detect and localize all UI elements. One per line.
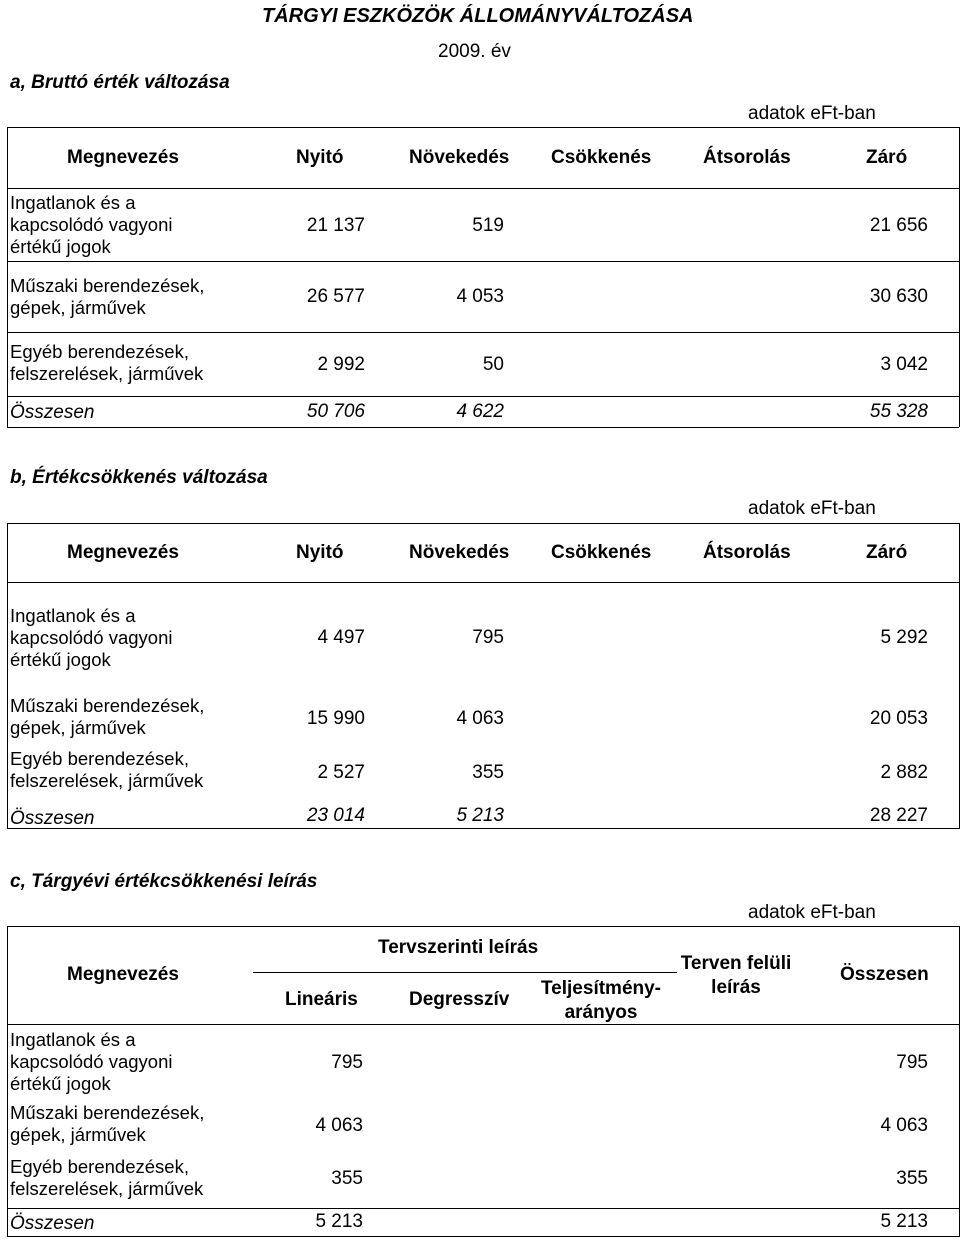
cell-linearis: 355 bbox=[331, 1168, 363, 1189]
cell-osszesen: 355 bbox=[896, 1168, 928, 1189]
cell-nyito: 26 577 bbox=[306, 286, 365, 307]
row-name: Ingatlanok és a kapcsolódó vagyoni értékű jogok bbox=[10, 605, 173, 670]
cell-nyito: 21 137 bbox=[306, 215, 365, 236]
section-a-title: a, Bruttó érték változása bbox=[10, 72, 230, 93]
header-atsorolas: Átsorolás bbox=[703, 542, 791, 563]
cell-nyito: 2 527 bbox=[317, 762, 365, 783]
row-name: Ingatlanok és a kapcsolódó vagyoni értékű jogok bbox=[10, 192, 173, 257]
total-zaro: 55 328 bbox=[869, 401, 928, 422]
header-osszesen: Összesen bbox=[840, 964, 929, 985]
total-label: Összesen bbox=[10, 1213, 95, 1234]
cell-nyito: 4 497 bbox=[317, 627, 365, 648]
total-label: Összesen bbox=[10, 402, 95, 423]
cell-nyito: 2 992 bbox=[317, 354, 365, 375]
header-linearis: Lineáris bbox=[285, 989, 358, 1010]
total-osszesen: 5 213 bbox=[880, 1211, 928, 1232]
header-atsorolas: Átsorolás bbox=[703, 147, 791, 168]
header-novekedes: Növekedés bbox=[409, 147, 510, 168]
cell-novekedes: 50 bbox=[482, 354, 504, 375]
cell-novekedes: 4 063 bbox=[456, 708, 504, 729]
year-label: 2009. év bbox=[438, 41, 511, 62]
cell-osszesen: 795 bbox=[896, 1052, 928, 1073]
cell-novekedes: 795 bbox=[472, 627, 504, 648]
total-nyito: 23 014 bbox=[306, 805, 365, 826]
unit-label-a: adatok eFt-ban bbox=[748, 103, 876, 124]
row-name: Ingatlanok és a kapcsolódó vagyoni értékű jogok bbox=[10, 1029, 173, 1094]
header-nyito: Nyitó bbox=[296, 542, 344, 563]
cell-novekedes: 355 bbox=[472, 762, 504, 783]
total-nyito: 50 706 bbox=[306, 401, 365, 422]
cell-zaro: 30 630 bbox=[869, 286, 928, 307]
header-megnevezes: Megnevezés bbox=[67, 542, 179, 563]
cell-zaro: 3 042 bbox=[880, 354, 928, 375]
row-name: Műszaki berendezések, gépek, járművek bbox=[10, 1102, 205, 1145]
total-novekedes: 4 622 bbox=[456, 401, 504, 422]
header-megnevezes: Megnevezés bbox=[67, 147, 179, 168]
header-terven-feluli: Terven felüli leírás bbox=[680, 953, 792, 998]
header-csokkenes: Csökkenés bbox=[551, 147, 652, 168]
header-zaro: Záró bbox=[866, 147, 908, 168]
row-name: Egyéb berendezések, felszerelések, járművek bbox=[10, 341, 204, 384]
cell-osszesen: 4 063 bbox=[880, 1115, 928, 1136]
cell-novekedes: 4 053 bbox=[456, 286, 504, 307]
total-zaro: 28 227 bbox=[869, 805, 928, 826]
page-title: TÁRGYI ESZKÖZÖK ÁLLOMÁNYVÁLTOZÁSA bbox=[262, 5, 694, 27]
total-linearis: 5 213 bbox=[315, 1211, 363, 1232]
header-degressziv: Degresszív bbox=[409, 989, 510, 1010]
cell-zaro: 5 292 bbox=[880, 627, 928, 648]
cell-linearis: 4 063 bbox=[315, 1115, 363, 1136]
unit-label-c: adatok eFt-ban bbox=[748, 902, 876, 923]
total-label: Összesen bbox=[10, 808, 95, 829]
header-nyito: Nyitó bbox=[296, 147, 344, 168]
header-teljesitmenyaranyos: Teljesítmény- arányos bbox=[540, 978, 662, 1023]
cell-zaro: 2 882 bbox=[880, 762, 928, 783]
cell-zaro: 20 053 bbox=[869, 708, 928, 729]
header-megnevezes: Megnevezés bbox=[67, 964, 179, 985]
header-zaro: Záró bbox=[866, 542, 908, 563]
cell-zaro: 21 656 bbox=[869, 215, 928, 236]
header-csokkenes: Csökkenés bbox=[551, 542, 652, 563]
row-name: Egyéb berendezések, felszerelések, járművek bbox=[10, 1156, 204, 1199]
unit-label-b: adatok eFt-ban bbox=[748, 498, 876, 519]
cell-novekedes: 519 bbox=[472, 215, 504, 236]
cell-nyito: 15 990 bbox=[306, 708, 365, 729]
row-name: Műszaki berendezések, gépek, járművek bbox=[10, 275, 205, 318]
cell-linearis: 795 bbox=[331, 1052, 363, 1073]
row-name: Egyéb berendezések, felszerelések, járművek bbox=[10, 748, 204, 791]
section-b-title: b, Értékcsökkenés változása bbox=[10, 467, 268, 488]
section-c-title: c, Tárgyévi értékcsökkenési leírás bbox=[10, 871, 318, 892]
total-novekedes: 5 213 bbox=[456, 805, 504, 826]
row-name: Műszaki berendezések, gépek, járművek bbox=[10, 695, 205, 738]
header-tervszerinti: Tervszerinti leírás bbox=[378, 937, 539, 958]
header-novekedes: Növekedés bbox=[409, 542, 510, 563]
